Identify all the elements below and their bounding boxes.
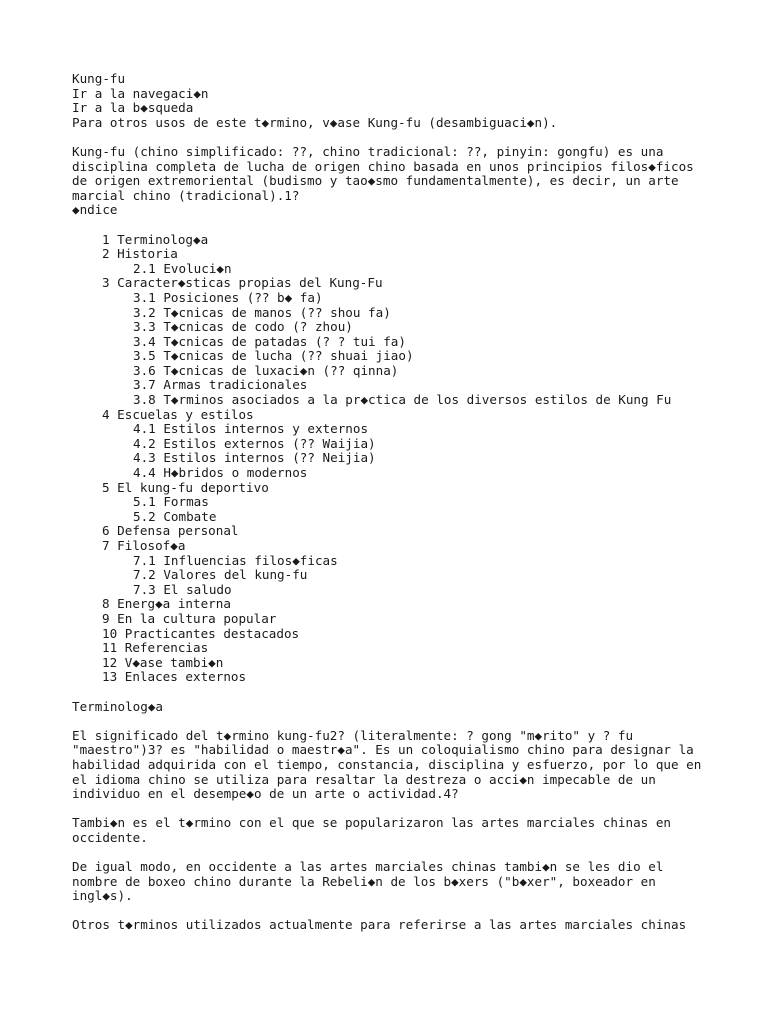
toc-item[interactable]: 2 Historia	[102, 246, 178, 262]
toc-item[interactable]: 13 Enlaces externos	[102, 669, 247, 685]
toc-item[interactable]: 11 Referencias	[102, 640, 209, 656]
toc-item[interactable]: 1 Terminolog◆a	[102, 231, 209, 247]
toc-item[interactable]: 3.5 T◆cnicas de lucha (?? shuai jiao)	[133, 348, 414, 364]
toc-item[interactable]: 3.6 T◆cnicas de luxaci◆n (?? qinna)	[133, 362, 399, 378]
spacer	[72, 714, 752, 729]
paragraph-line: El significado del t◆rmino kung-fu2? (literalmente: ? gong "m◆rito" y ? fu	[72, 727, 634, 743]
intro-line: marcial chino (tradicional).1?	[72, 187, 300, 203]
toc-item[interactable]: 3.7 Armas tradicionales	[133, 377, 308, 393]
paragraph-line: nombre de boxeo chino durante la Rebeli◆n de los b◆xers ("b◆xer", boxeador en	[72, 873, 656, 889]
toc-item[interactable]: 3.4 T◆cnicas de patadas (? ? tui fa)	[133, 333, 406, 349]
disambiguation-note: Para otros usos de este t◆rmino, v◆ase Kung-fu (desambiguaci◆n).	[72, 114, 558, 130]
toc-item[interactable]: 4.1 Estilos internos y externos	[133, 421, 369, 437]
terminologia-paragraph-2	[72, 816, 752, 845]
paragraph-line: Otros t◆rminos utilizados actualmente para referirse a las artes marciales chinas	[72, 917, 687, 933]
toc-item[interactable]: 7.3 El saludo	[133, 581, 232, 597]
paragraph-line: habilidad adquirida con el tiempo, constancia, disciplina y esfuerzo, por lo que en	[72, 756, 702, 772]
toc-item[interactable]: 3.1 Posiciones (?? b◆ fa)	[133, 289, 323, 305]
document-body	[72, 72, 752, 933]
spacer	[72, 218, 752, 233]
table-of-contents	[72, 233, 752, 685]
paragraph-line: Tambi◆n es el t◆rmino con el que se popularizaron las artes marciales chinas en	[72, 815, 671, 831]
intro-line: disciplina completa de lucha de origen chino basada en unos principios filos◆ficos	[72, 158, 694, 174]
toc-item[interactable]: 10 Practicantes destacados	[102, 625, 300, 641]
spacer	[72, 904, 752, 919]
toc-item[interactable]: 3 Caracter◆sticas propias del Kung-Fu	[102, 275, 383, 291]
spacer	[72, 845, 752, 860]
spacer	[72, 685, 752, 700]
toc-item[interactable]: 12 V◆ase tambi◆n	[102, 654, 224, 670]
spacer	[72, 130, 752, 145]
toc-item[interactable]: 9 En la cultura popular	[102, 610, 277, 626]
toc-item[interactable]: 5.1 Formas	[133, 494, 209, 510]
toc-item[interactable]: 8 Energ◆a interna	[102, 596, 231, 612]
toc-item[interactable]: 4.3 Estilos internos (?? Neijia)	[133, 450, 376, 466]
paragraph-line: "maestro")3? es "habilidad o maestr◆a". Es un coloquialismo chino para designar la	[72, 742, 694, 758]
paragraph-line: ingl◆s).	[72, 888, 133, 904]
toc-item[interactable]: 2.1 Evoluci◆n	[133, 260, 232, 276]
toc-heading: ◆ndice	[72, 202, 118, 218]
toc-item[interactable]: 3.3 T◆cnicas de codo (? zhou)	[133, 319, 353, 335]
search-link[interactable]: Ir a la b◆squeda	[72, 100, 194, 116]
toc-item[interactable]: 7.2 Valores del kung-fu	[133, 567, 308, 583]
intro-line: Kung-fu (chino simplificado: ??, chino tradicional: ??, pinyin: gongfu) es una	[72, 143, 664, 159]
toc-item[interactable]: 6 Defensa personal	[102, 523, 239, 539]
intro-line: de origen extremoriental (budismo y tao◆smo fundamentalmente), es decir, un arte	[72, 173, 679, 189]
spacer	[72, 802, 752, 817]
toc-item[interactable]: 4.4 H◆bridos o modernos	[133, 465, 308, 481]
toc-item[interactable]: 3.2 T◆cnicas de manos (?? shou fa)	[133, 304, 391, 320]
terminologia-paragraph-4	[72, 918, 752, 933]
nav-link[interactable]: Ir a la navegaci◆n	[72, 85, 209, 101]
toc-item[interactable]: 3.8 T◆rminos asociados a la pr◆ctica de los diversos estilos de Kung Fu	[133, 392, 672, 408]
toc-item[interactable]: 7.1 Influencias filos◆ficas	[133, 552, 338, 568]
paragraph-line: individuo en el desempe◆o de un arte o actividad.4?	[72, 786, 459, 802]
page-title: Kung-fu	[72, 71, 126, 86]
paragraph-line: occidente.	[72, 829, 148, 845]
toc-item[interactable]: 7 Filosof◆a	[102, 538, 186, 553]
terminologia-paragraph-1	[72, 729, 752, 802]
toc-item[interactable]: 4.2 Estilos externos (?? Waijia)	[133, 435, 376, 451]
paragraph-line: el idioma chino se utiliza para resaltar la destreza o acci◆n impecable de un	[72, 771, 656, 787]
toc-item[interactable]: 5 El kung-fu deportivo	[102, 479, 269, 495]
toc-item[interactable]: 4 Escuelas y estilos	[102, 406, 254, 422]
intro-paragraph	[72, 145, 752, 203]
paragraph-line: De igual modo, en occidente a las artes marciales chinas tambi◆n se les dio el	[72, 859, 664, 875]
terminologia-paragraph-3	[72, 860, 752, 904]
section-heading-terminologia: Terminolog◆a	[72, 698, 163, 714]
toc-item[interactable]: 5.2 Combate	[133, 508, 217, 524]
